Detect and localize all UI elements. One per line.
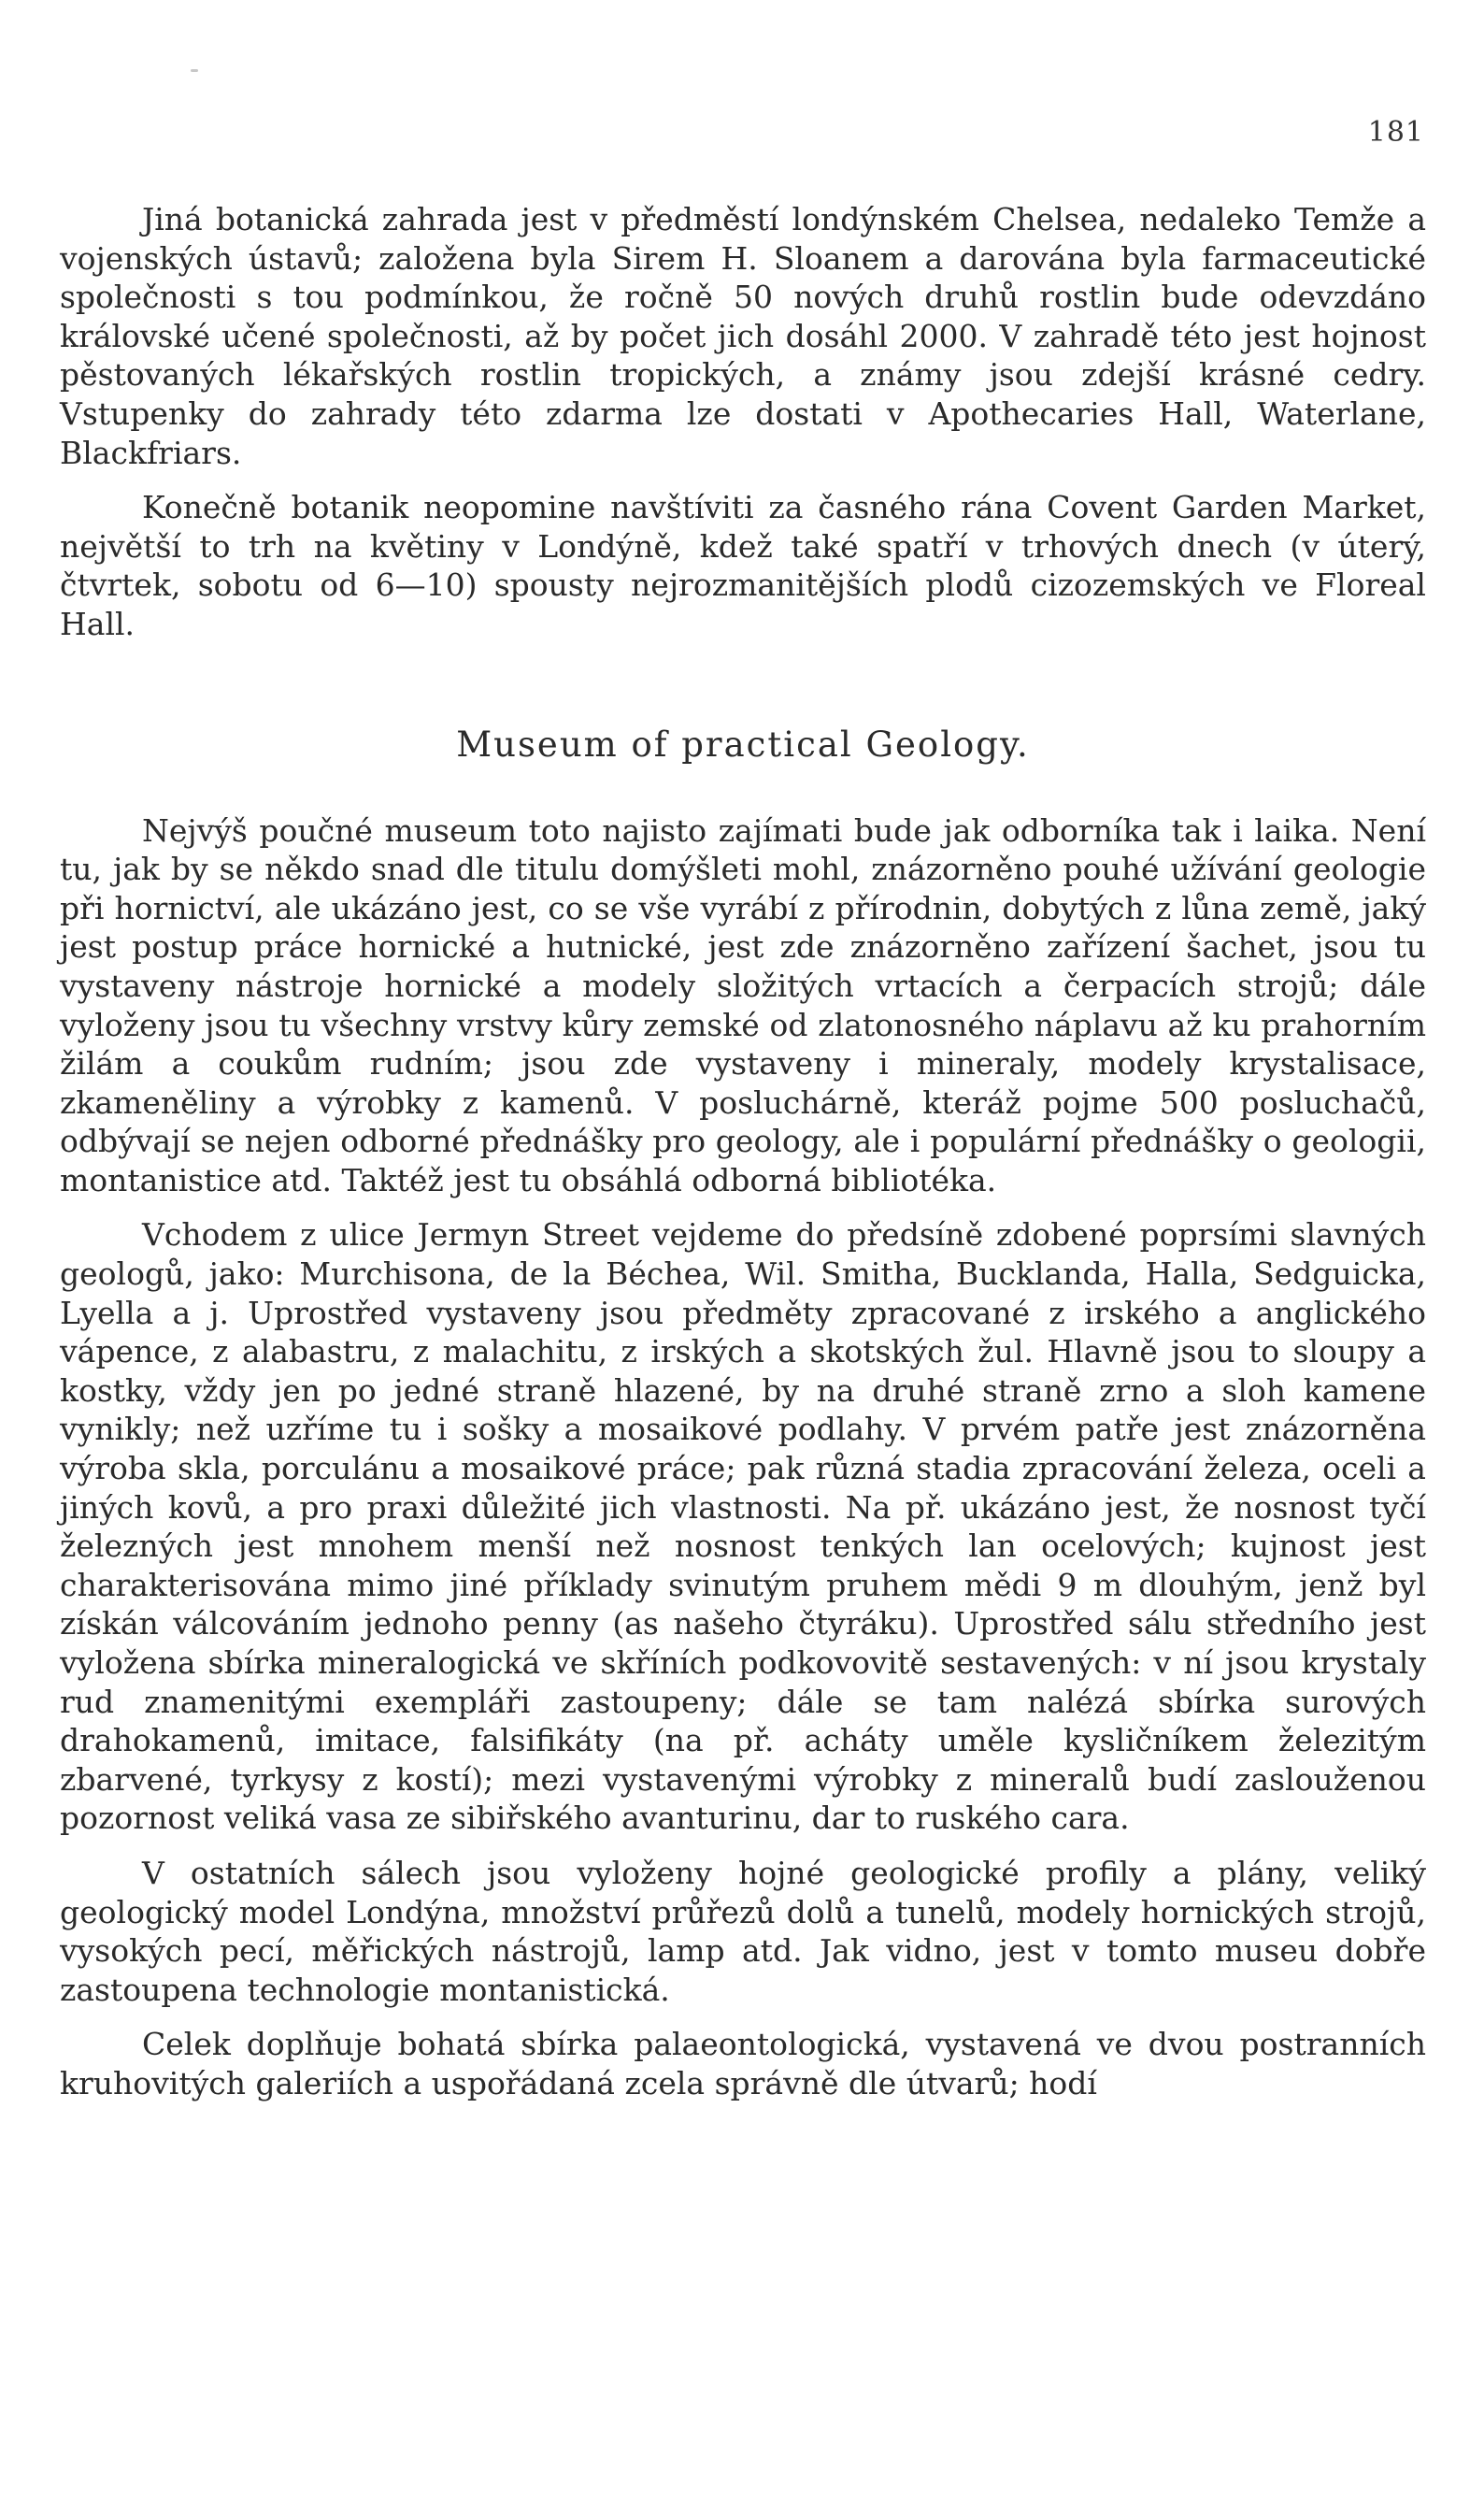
paragraph-museum-intro: Nejvýš poučné museum toto najisto zajímati bude jak odborníka tak i laika. Není tu, jak by se někdo snad dle titulu domýšleti mohl, znázorněno pouhé užívání geologie při hornictví, ale ukázáno jest, co se vše vyrábí z přírodnin, dobytých z lůna země, jaký jest postup práce hornické a hutnické, jest zde znázorněno zařízení šachet, jsou tu vystaveny nástroje hornické a modely složitých vrtacích a čerpacích strojů; dále vyloženy jsou tu všechny vrstvy kůry zemské od zlatonosného náplavu až ku prahorním žilám a coukům rudním; jsou zde vystaveny i mineraly, modely krystalisace, zkameněliny a výrobky z kamenů. V posluchárně, kteráž pojme 500 posluchačů, odbývají se nejen odborné přednášky pro geology, ale i populární přednášky o geologii, montanistice atd. Taktéž jest tu obsáhlá odborná bibliotéka. — [60, 811, 1426, 1198]
paragraph-covent-garden: Konečně botanik neopomine navštíviti za časného rána Covent Garden Market, největší to trh na květiny v Londýně, kdež také spatří v trhových dnech (v úterý, čtvrtek, sobotu od 6—10) spousty nejrozmanitějších plodů cizozemských ve Floreal Hall. — [60, 489, 1426, 642]
page-number: 181 — [1367, 116, 1424, 149]
text-column — [60, 200, 1426, 2103]
section-heading: Museum of practical Geology. — [456, 724, 1030, 765]
paragraph-palaeontology: Celek doplňuje bohatá sbírka palaeontologická, vystavená ve dvou postranních kruhovitých galeriích a uspořádaná zcela správně dle útvarů; hodí — [60, 2026, 1426, 2101]
paragraph-chelsea-garden: Jiná botanická zahrada jest v předměstí londýnském Chelsea, nedaleko Temže a vojenských ústavů; založena byla Sirem H. Sloanem a darována byla farmaceutické společnosti s tou podmínkou, že ročně 50 nových druhů rostlin bude odevzdáno královské učené společnosti, až by počet jich dosáhl 2000. V zahradě této jest hojnost pěstovaných lékařských rostlin tropických, a známy jsou zdejší krásné cedry. Vstupenky do zahrady této zdarma lze dostati v Apothecaries Hall, Waterlane, Blackfriars. — [60, 201, 1426, 471]
ink-speck — [191, 69, 198, 72]
paragraph-museum-entrance: Vchodem z ulice Jermyn Street vejdeme do předsíně zdobené poprsími slavných geologů, jako: Murchisona, de la Béchea, Wil. Smitha, Bucklanda, Halla, Sedguicka, Lyella a j. Uprostřed vystaveny jsou předměty zpracované z irského a anglického vápence, z alabastru, z malachitu, z irských a skotských žul. Hlavně jsou to sloupy a kostky, vždy jen po jedné straně hlazené, by na druhé straně zrno a sloh kamene vynikly; než uzříme tu i sošky a mosaikové podlahy. V prvém patře jest znázorněna výroba skla, porculánu a mosaikové práce; pak různá stadia zpracování železa, oceli a jiných kovů, a pro praxi důležité jich vlastnosti. Na př. ukázáno jest, že nosnost tyčí železných jest mnohem menší než nosnost tenkých lan ocelových; kujnost jest charakterisována mimo jiné příklady svinutým pruhem mědi 9 m dlouhým, jenž byl získán válcováním jednoho penny (as našeho čtyráku). Uprostřed sálu středního jest vyložena sbírka mineralogická ve skříních podkovovitě sestavených: v ní jsou krystaly rud znamenitými exempláři zastoupeny; dále se tam nalézá sbírka surových drahokamenů, imitace, falsifikáty (na př. acháty uměle kysličníkem železitým zbarvené, tyrkysy z kostí); mezi vystavenými výrobky z mineralů budí zaslouženou pozornost veliká vasa ze sibiřského avanturinu, dar to ruského cara. — [60, 1216, 1426, 1837]
paragraph-other-halls: V ostatních sálech jsou vyloženy hojné geologické profily a plány, veliký geologický model Londýna, množství průřezů dolů a tunelů, modely hornických strojů, vysokých pecí, měřických nástrojů, lamp atd. Jak vidno, jest v tomto museu dobře zastoupena technologie montanistická. — [60, 1854, 1426, 2008]
